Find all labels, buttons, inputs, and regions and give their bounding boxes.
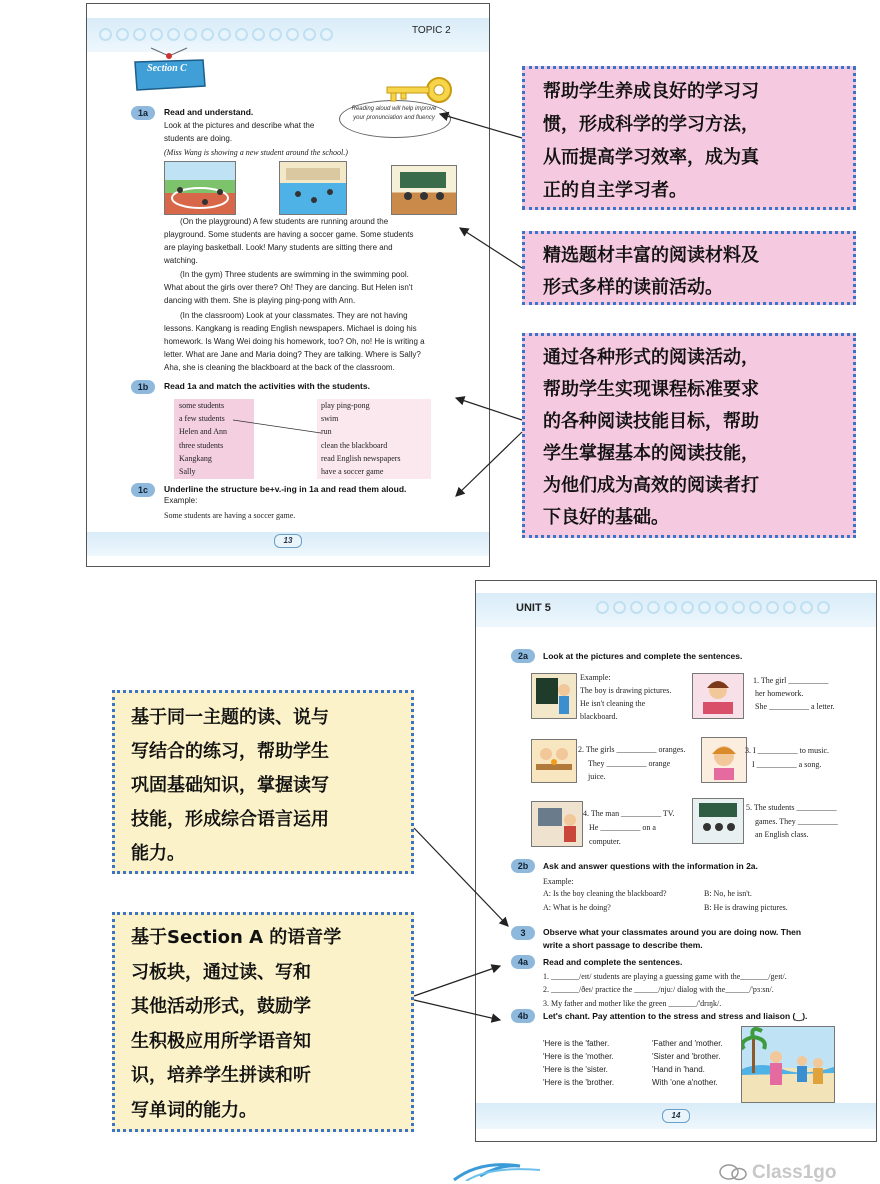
chant-left-4: 'Here is the 'brother. (543, 1078, 615, 1087)
ex4a-line3: 3. My father and mother like the green _______/'drɪŋk/. (543, 999, 722, 1008)
note4-line-2: 写结合的练习，帮助学生 (131, 741, 329, 762)
ex2b-example-label: Example: (543, 877, 574, 886)
student-1: some students (179, 401, 225, 410)
ex1a-para-line-8: (In the classroom) Look at your classmates. They are not having (180, 311, 408, 320)
bubble-line-1: Reading aloud will help improve (351, 106, 437, 112)
ex1a-intro: (Miss Wang is showing a new student around the school.) (164, 148, 348, 157)
activity-1: play ping-pong (321, 401, 370, 410)
activity-2: swim (321, 414, 339, 423)
ex2b-a2: B: He is drawing pictures. (704, 903, 788, 912)
chant-left-1: 'Here is the 'father. (543, 1039, 610, 1048)
activity-4: clean the blackboard (321, 441, 388, 450)
note1-line-2: 惯，形成科学的学习方法， (543, 114, 759, 135)
note5-line-2: 习板块，通过读、写和 (131, 961, 311, 983)
ex2a-example-4: blackboard. (580, 712, 618, 721)
ex1b-title: Read 1a and match the activities with the students. (164, 381, 370, 391)
note4-line-4: 技能，形成综合语言运用 (131, 809, 329, 830)
ex4a-title: Read and complete the sentences. (543, 957, 683, 967)
ex2a-item1-line2: her homework. (755, 689, 804, 698)
ex2b-title: Ask and answer questions with the information in 2a. (543, 861, 758, 871)
note1-line-1: 帮助学生养成良好的学习习 (543, 81, 759, 102)
note3-line-6: 下良好的基础。 (543, 507, 669, 528)
ex2a-item4-line3: computer. (589, 837, 621, 846)
note5-line-3: 其他活动形式，鼓励学 (131, 996, 311, 1017)
note4-line-3: 巩固基础知识，掌握读写 (131, 775, 329, 796)
chant-right-4: With 'one a'nother. (652, 1078, 718, 1087)
note3-line-3: 的各种阅读技能目标，帮助 (543, 411, 759, 432)
page-number-14: 14 (662, 1109, 690, 1123)
note2-line-1: 精选题材丰富的阅读材料及 (543, 245, 759, 266)
ex2a-item1-line1: 1. The girl __________ (753, 676, 829, 685)
ex1a-para-line-1: (On the playground) A few students are running around the (180, 217, 389, 226)
exercise-badge-1a: 1a (131, 106, 155, 120)
ex2b-a1: B: No, he isn't. (704, 889, 752, 898)
ex2a-item2-line3: juice. (588, 772, 606, 781)
ex2a-item1-line3: She __________ a letter. (755, 702, 835, 711)
note5-line-4: 生积极应用所学语音知 (131, 1030, 311, 1052)
ex1a-para-line-10: homework. Is Wang Wei doing his homework, too? Oh, no! He is writing a (164, 337, 425, 346)
note3-line-2: 帮助学生实现课程标准要求 (543, 379, 759, 400)
note5-line-1: 基于Section A 的语音学 (131, 927, 342, 948)
topic-label: TOPIC 2 (412, 25, 451, 36)
note1-line-3: 从而提高学习效率，成为真 (543, 147, 759, 168)
ex2a-item4-line2: He __________ on a (589, 823, 656, 832)
exercise-badge-1c: 1c (131, 483, 155, 497)
chant-left-2: 'Here is the 'mother. (543, 1052, 614, 1061)
ex1a-instruction-1: Look at the pictures and describe what the (164, 121, 315, 130)
ex4a-line1: 1. _______/eɪt/ students are playing a guessing game with the_______/geɪt/. (543, 972, 787, 981)
ex1a-para-line-12: Aha, she is cleaning the blackboard at the back of the classroom. (164, 363, 395, 372)
activity-6: have a soccer game (321, 467, 384, 476)
arrow-note5b (414, 1000, 500, 1020)
ex3-title-line1: Observe what your classmates around you are doing now. Then (543, 927, 802, 937)
ex1a-para-line-7: dancing with them. She is playing ping-pong with Ann. (164, 296, 356, 305)
chant-right-1: 'Father and 'mother. (652, 1039, 723, 1048)
note3-line-1: 通过各种形式的阅读活动， (543, 347, 759, 368)
ex1c-example: Some students are having a soccer game. (164, 511, 296, 520)
watermark-text: Class1go (752, 1162, 837, 1183)
unit-label: UNIT 5 (516, 602, 551, 614)
ex2a-item2-line2: They __________ orange (588, 759, 671, 768)
ex3-title-line2: write a short passage to describe them. (543, 940, 703, 950)
note2-line-2: 形式多样的读前活动。 (543, 277, 723, 298)
chant-right-2: 'Sister and 'brother. (652, 1052, 721, 1061)
note4-line-5: 能力。 (131, 843, 185, 864)
page-number-13: 13 (274, 534, 302, 548)
arrow-note2 (460, 228, 522, 268)
ex2a-item3-line2: I __________ a song. (752, 760, 822, 769)
ex4b-title: Let's chant. Pay attention to the stress and stress and liaison (‿). (543, 1011, 808, 1021)
note4-line-1: 基于同一主题的读、说与 (131, 707, 329, 728)
ex1a-instruction-2: students are doing. (164, 134, 233, 143)
ex2a-item3-line1: 3. I __________ to music. (745, 746, 829, 755)
exercise-badge-2b: 2b (511, 859, 535, 873)
ex2a-item5-line2: games. They __________ (755, 817, 838, 826)
ex1a-para-line-3: are playing basketball. Look! Many students are sitting there and (164, 243, 393, 252)
ex1c-title: Underline the structure be+v.-ing in 1a and read them aloud. (164, 484, 407, 494)
note3-line-5: 为他们成为高效的阅读者打 (543, 475, 759, 496)
wave-logo-icon (450, 1160, 550, 1181)
wechat-icon (718, 1163, 748, 1181)
activity-5: read English newspapers (321, 454, 401, 463)
exercise-badge-2a: 2a (511, 649, 535, 663)
ex2a-item4-line1: 4. The man __________ TV. (583, 809, 675, 818)
ex1a-para-line-9: lessons. Kangkang is reading English newspapers. Michael is doing his (164, 324, 417, 333)
arrow-note1 (440, 114, 522, 138)
ex1a-para-line-4: watching. (164, 256, 198, 265)
arrow-note3a (456, 398, 522, 420)
ex1a-title: Read and understand. (164, 107, 254, 117)
bubble-line-2: your pronunciation and fluency (353, 115, 435, 121)
chant-right-3: 'Hand in 'hand. (652, 1065, 705, 1074)
note5-line-6: 写单词的能力。 (131, 1099, 257, 1121)
ex1a-para-line-2: playground. Some students are having a soccer game. Some students (164, 230, 414, 239)
exercise-badge-3: 3 (511, 926, 535, 940)
arrow-note4 (414, 828, 508, 926)
ex2b-q2: A: What is he doing? (543, 903, 611, 912)
ex2a-example-2: The boy is drawing pictures. (580, 686, 672, 695)
ex2b-q1: A: Is the boy cleaning the blackboard? (543, 889, 667, 898)
arrow-note5a (414, 966, 500, 996)
note3-line-4: 学生掌握基本的阅读技能， (543, 443, 759, 464)
ex2a-title: Look at the pictures and complete the sentences. (543, 651, 743, 661)
ex1a-para-line-11: letter. What are Jane and Maria doing? They are talking. Where is Sally? (164, 350, 421, 359)
ex1c-example-label: Example: (164, 496, 198, 505)
ex4a-line2: 2. _______/ðeɪ/ practice the ______/njuː/ dialog with the______/'pɜːsn/. (543, 985, 774, 994)
activity-3: run (321, 427, 332, 436)
ex2a-item5-line1: 5. The students __________ (746, 803, 837, 812)
ex1a-para-line-5: (In the gym) Three students are swimming in the swimming pool. (180, 270, 409, 279)
student-2: a few students (179, 414, 225, 423)
ex2a-item5-line3: an English class. (755, 830, 809, 839)
student-4: three students (179, 441, 224, 450)
exercise-badge-4a: 4a (511, 955, 535, 969)
arrow-note3b (456, 432, 522, 496)
ex2a-item2-line1: 2. The girls __________ oranges. (578, 745, 686, 754)
ex1a-para-line-6: What about the girls over there? Oh! They are dancing. But Helen isn't (164, 283, 413, 292)
note5-line-5: 识，培养学生拼读和听 (131, 1065, 311, 1086)
student-5: Kangkang (179, 454, 212, 463)
chant-left-3: 'Here is the 'sister. (543, 1065, 608, 1074)
ex2a-example-1: Example: (580, 673, 611, 682)
exercise-badge-4b: 4b (511, 1009, 535, 1023)
note1-line-4: 正的自主学习者。 (543, 180, 687, 201)
section-tag: Section C (147, 63, 187, 74)
ex2a-example-3: He isn't cleaning the (580, 699, 646, 708)
student-6: Sally (179, 467, 196, 476)
exercise-badge-1b: 1b (131, 380, 155, 394)
student-3: Helen and Ann (179, 427, 227, 436)
